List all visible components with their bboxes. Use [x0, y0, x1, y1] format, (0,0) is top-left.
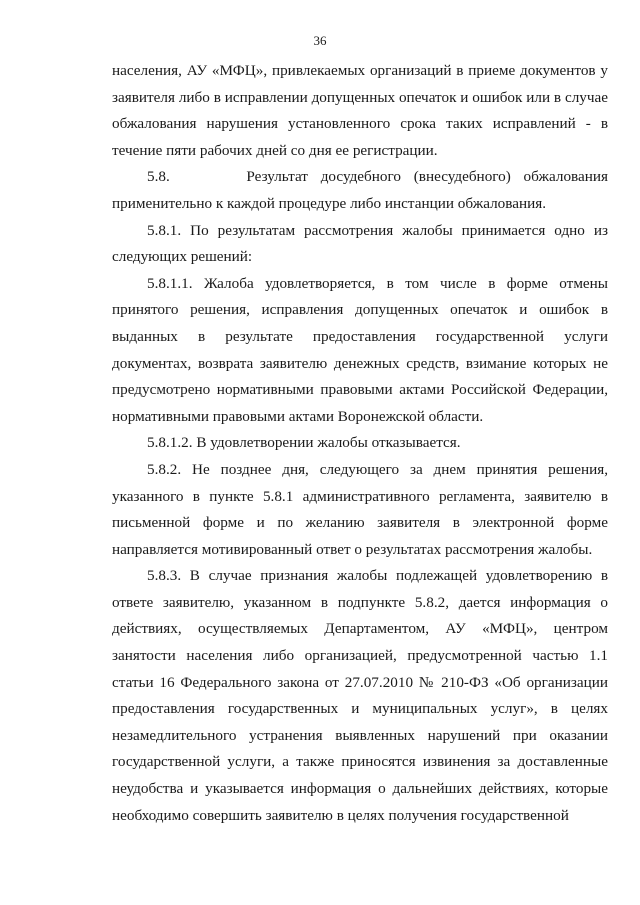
- paragraph-5-8-1: 5.8.1. По результатам рассмотрения жалобы принимается одно из следующих решений:: [112, 221, 608, 266]
- paragraph-5-8-2: 5.8.2. Не позднее дня, следующего за днем принятия решения, указанного в пункте 5.8.1 административного регламента, заявителю в письменной форме и по желанию заявителя в электронной форме направляется мотивированный ответ о результатах рассмотрения жалобы.: [112, 460, 608, 558]
- document-body: [112, 58, 608, 829]
- paragraph-5-8-1-2: 5.8.1.2. В удовлетворении жалобы отказывается.: [147, 434, 461, 452]
- paragraph-5-8-1-1: 5.8.1.1. Жалоба удовлетворяется, в том числе в форме отмены принятого решения, исправления допущенных опечаток и ошибок в выданных в результате предоставления государственной услуги документах, возврата заявителю денежных средств, взимание которых не предусмотрено нормативными правовыми актами Российской Федерации, нормативными правовыми актами Воронежской области.: [112, 274, 608, 425]
- paragraph-5-8-3: 5.8.3. В случае признания жалобы подлежащей удовлетворению в ответе заявителю, указанном в подпункте 5.8.2, дается информация о действиях, осуществляемых Департаментом, АУ «МФЦ», центром занятости населения либо организацией, предусмотренной частью 1.1 статьи 16 Федерального закона от 27.07.2010 № 210-ФЗ «Об организации предоставления государственных и муниципальных услуг», в целях незамедлительного устранения выявленных нарушений при оказании государственной услуги, а также приносятся извинения за доставленные неудобства и указывается информация о дальнейших действиях, которые необходимо совершить заявителю в целях получения государственной: [112, 567, 608, 824]
- page-number: 36: [313, 33, 327, 48]
- paragraph-5-8: 5.8. Результат досудебного (внесудебного) обжалования применительно к каждой процедуре либо инстанции обжалования.: [112, 168, 608, 212]
- paragraph-continuation: населения, АУ «МФЦ», привлекаемых организаций в приеме документов у заявителя либо в исправлении допущенных опечаток и ошибок или в случае обжалования нарушения установленного срока таких исправлений - в течение пяти рабочих дней со дня ее регистрации.: [112, 62, 608, 159]
